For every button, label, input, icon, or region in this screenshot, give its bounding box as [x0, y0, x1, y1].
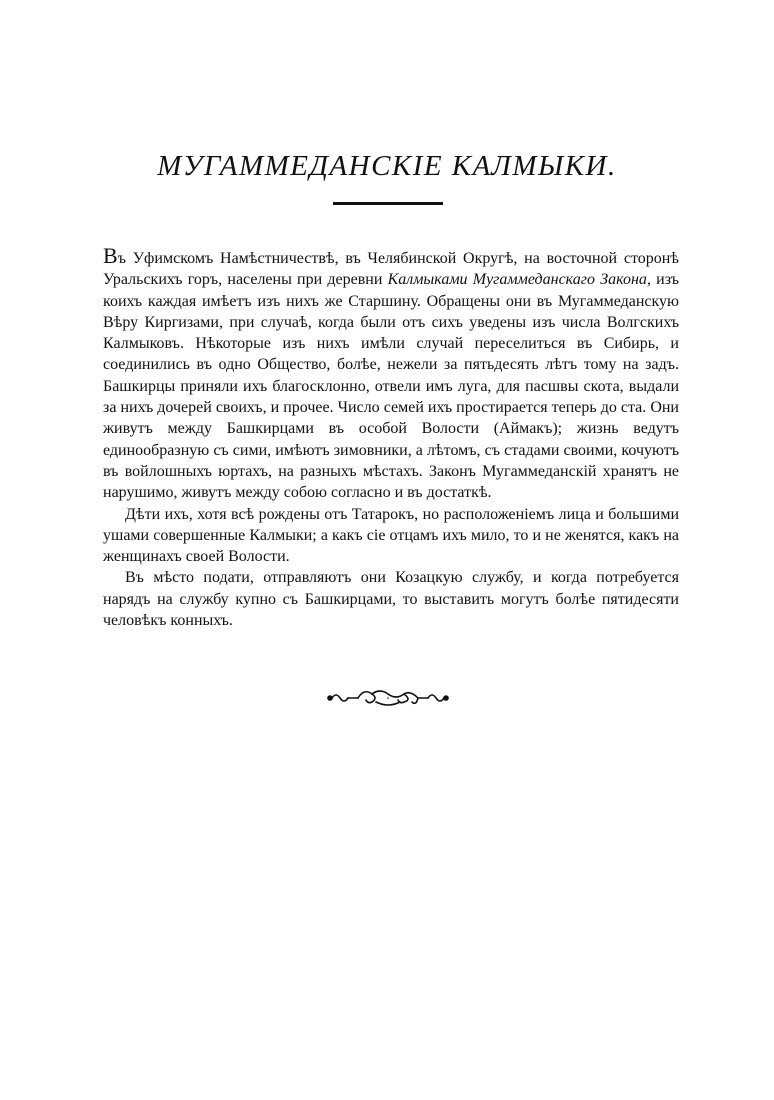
paragraph-1-text-before: ъ Уфимскомъ Намѣстничествѣ, въ Челябинской Округѣ, на восточной сторонѣ Уральскихъ горъ, населены при деревни: [103, 250, 679, 289]
body-text: [103, 243, 680, 631]
paragraph-1-text-after: , изъ коихъ каждая имѣетъ изъ нихъ же Старшину. Обращены они въ Мугаммеданскую Вѣру Киргизами, при случаѣ, когда были отъ сихъ уведены изъ числа Волгскихъ Калмыковъ. Нѣкоторые изъ нихъ имѣли случай переселиться въ Сибирь, и соединились въ одно Общество, болѣе, нежели за пятьдесять лѣтъ тому на задъ. Башкирцы приняли ихъ благосклонно, отвели имъ луга, для пасшвы скота, выдали за нихъ дочерей своихъ, и прочее. Число семей ихъ простирается теперь до ста. Они живутъ между Башкирцами въ особой Волости (Аймакъ); жизнь ведутъ единообразную съ сими, имѣютъ зимовники, а лѣтомъ, съ стадами своими, кочуютъ въ войлошныхъ юртахъ, на разныхъ мѣстахъ. Законъ Мугаммеданскiй хранятъ не нарушимо, живутъ между собою согласно и въ достаткѣ.: [103, 271, 680, 502]
paragraph-2: Дѣти ихъ, хотя всѣ рождены отъ Татарокъ, но расположенiемъ лица и большими ушами совершенные Калмыки; а какъ сiе отцамъ ихъ мило, то и не женятся, какъ на женщинахъ своей Волости.: [103, 505, 679, 566]
decorative-flourish-icon: [326, 686, 450, 710]
title-rule: [333, 202, 443, 205]
paragraph-3: Въ мѣсто подати, отправляютъ они Козацкую службу, и когда потребуется нарядъ на службу купно съ Башкирцами, то выставить могутъ болѣе пятидесяти человѣкъ конныхъ.: [103, 569, 679, 630]
drop-cap: В: [103, 243, 118, 268]
paragraph-1-italic: Калмыками Мугаммеданскаго Закона: [387, 271, 647, 289]
page-title: МУГАММЕДАНСКIЕ КАЛМЫКИ.: [157, 150, 617, 182]
paragraph-1: [103, 243, 680, 504]
